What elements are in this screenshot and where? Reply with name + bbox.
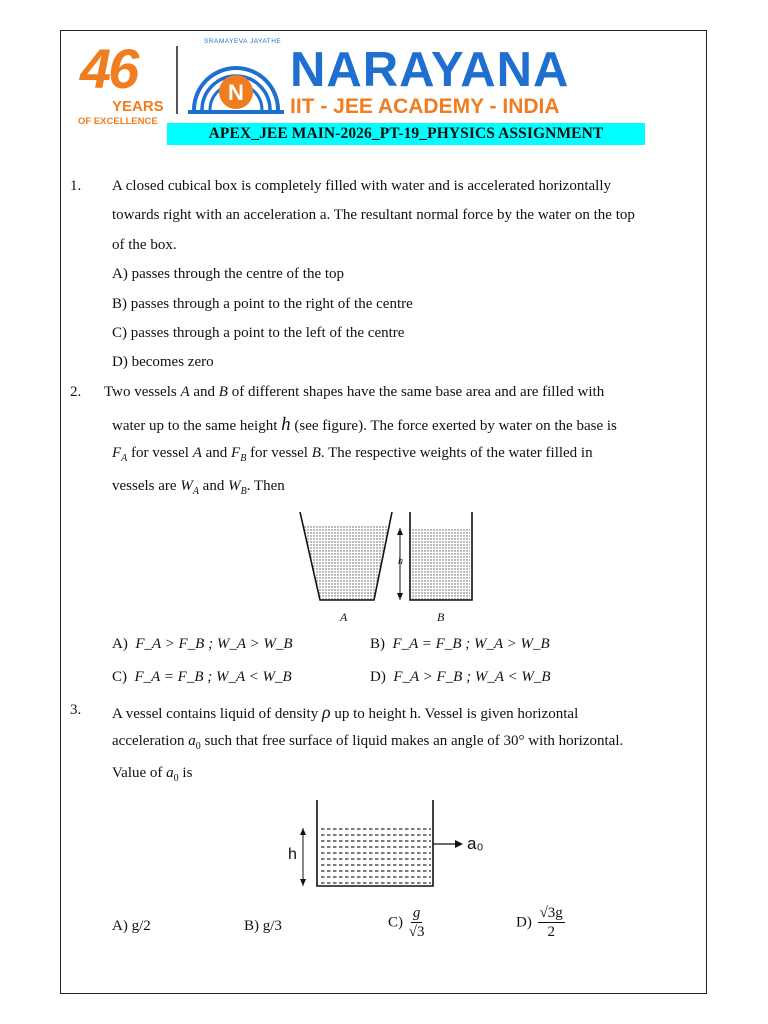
logo-46-years	[78, 37, 170, 127]
logo-divider	[176, 46, 178, 114]
var-f: F	[112, 445, 122, 461]
q2-fig-label-b: B	[437, 610, 445, 624]
text: is	[178, 765, 193, 781]
numerator: g	[412, 905, 421, 921]
text: and	[198, 478, 229, 494]
q2-option-a	[112, 636, 293, 653]
label: D)	[370, 669, 386, 685]
var-w: W	[228, 478, 241, 494]
q1-option-c: C) passes through a point to the left of the centre	[112, 325, 405, 341]
q2-line-2	[112, 414, 617, 436]
text: water up to the same height	[112, 418, 282, 434]
svg-text:N: N	[228, 80, 244, 105]
logo-excellence: OF EXCELLENCE	[78, 116, 158, 127]
fraction	[409, 905, 425, 941]
q2-fig-label-a: A	[340, 610, 348, 624]
emblem-motto: SRAMAYEVA JAYATHE	[204, 38, 282, 45]
q2-option-c	[112, 669, 292, 686]
var-b: B	[311, 445, 321, 461]
text: F_A = F_B ; W_A > W_B	[392, 636, 550, 652]
q3-number: 3.	[70, 702, 82, 718]
q1-option-a: A) passes through the centre of the top	[112, 266, 345, 282]
q2-number: 2.	[70, 384, 82, 400]
logo-years-word: YEARS	[112, 98, 164, 115]
label: D)	[516, 914, 532, 931]
text: Value of	[112, 765, 167, 781]
vessel-a-water	[304, 526, 388, 600]
text: acceleration	[112, 733, 189, 749]
text: for vessel	[246, 445, 312, 461]
text: F_A > F_B ; W_A < W_B	[393, 669, 551, 685]
text: vessels are	[112, 478, 181, 494]
sub-a: A	[192, 486, 199, 497]
q2-fig-label-h: h	[398, 556, 403, 567]
var-a: A	[180, 384, 190, 400]
denominator: √3	[408, 924, 425, 940]
sub-0: 0	[195, 741, 201, 752]
q3-liquid	[319, 824, 431, 884]
var-a0: a	[166, 765, 174, 781]
q3-option-b: B) g/3	[244, 918, 282, 934]
q3-option-d	[516, 905, 565, 941]
denominator: 2	[547, 924, 555, 940]
text: for vessel	[127, 445, 193, 461]
q2-option-d	[370, 669, 551, 686]
emblem-icon	[188, 40, 284, 118]
q1-number: 1.	[70, 178, 82, 194]
var-w: W	[180, 478, 193, 494]
label: A)	[112, 636, 128, 652]
var-a0: a	[188, 733, 196, 749]
q3-fig-label-h: h	[288, 846, 297, 863]
text: . Then	[246, 478, 285, 494]
q2-line-1	[104, 384, 604, 401]
text: (see figure). The force exerted by water on the base is	[290, 418, 617, 434]
q3-option-a: A) g/2	[112, 918, 151, 934]
text: such that free surface of liquid makes an angle of 30° with horizontal.	[200, 733, 624, 749]
text: F_A = F_B ; W_A < W_B	[134, 669, 292, 685]
q3-line-3	[112, 765, 192, 784]
q3-vessel-figure	[285, 796, 495, 892]
q1-option-d: D) becomes zero	[112, 354, 214, 370]
q1-line-1: A closed cubical box is completely filled with water and is accelerated horizontally	[112, 178, 611, 194]
brand-name: NARAYANA	[290, 43, 570, 97]
q3-line-1	[112, 702, 578, 723]
q2-option-b	[370, 636, 550, 653]
brand-subtitle: IIT - JEE ACADEMY - INDIA	[290, 95, 560, 118]
text: up to height h. Vessel is given horizontal	[330, 706, 579, 722]
sub-0: 0	[173, 773, 179, 784]
text: of different shapes have the same base area and are filled with	[227, 384, 605, 400]
q1-option-b: B) passes through a point to the right of the centre	[112, 296, 413, 312]
fraction	[538, 905, 565, 941]
text: and	[189, 384, 219, 400]
var-h: h	[281, 414, 291, 435]
q2-vessels-figure	[298, 508, 478, 628]
text: and	[201, 445, 232, 461]
q2-line-3	[112, 445, 593, 465]
var-a: A	[192, 445, 202, 461]
q2-line-4	[112, 478, 285, 498]
text: F_A > F_B ; W_A > W_B	[135, 636, 293, 652]
label: C)	[388, 914, 403, 931]
text: . The respective weights of the water filled in	[320, 445, 593, 461]
q3-option-c	[388, 905, 424, 941]
var-rho: ρ	[321, 702, 331, 722]
text: A vessel contains liquid of density	[112, 706, 322, 722]
q3-line-2	[112, 733, 623, 752]
q1-line-3: of the box.	[112, 237, 177, 253]
sub-b: B	[240, 486, 247, 497]
var-b: B	[218, 384, 228, 400]
label: C)	[112, 669, 127, 685]
logo-number: 46	[80, 37, 137, 100]
var-f: F	[231, 445, 241, 461]
sub-a: A	[121, 453, 128, 464]
numerator: √3g	[539, 905, 563, 921]
label: B)	[370, 636, 385, 652]
sub-b: B	[240, 453, 247, 464]
vessel-b-water	[412, 528, 470, 600]
assignment-title-banner: APEX_JEE MAIN-2026_PT-19_PHYSICS ASSIGNMENT	[167, 123, 645, 145]
narayana-emblem	[188, 40, 284, 118]
q1-line-2: towards right with an acceleration a. The resultant normal force by the water on the top	[112, 207, 635, 223]
text: Two vessels	[104, 384, 181, 400]
q3-fig-label-a0: a₀	[467, 834, 484, 853]
